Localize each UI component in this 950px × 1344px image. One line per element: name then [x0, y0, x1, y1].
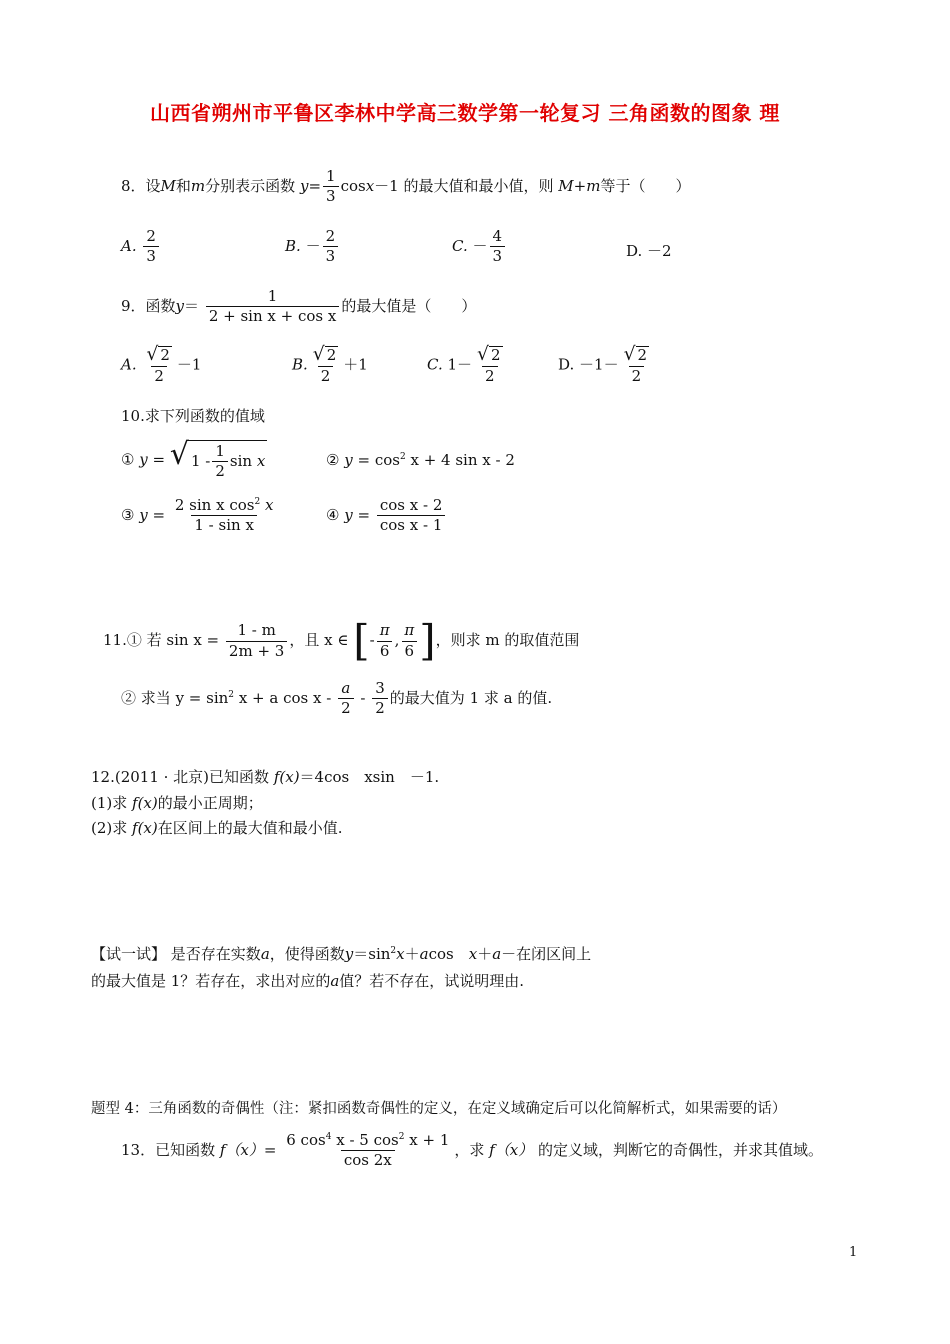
q8-and: 和 [175, 176, 191, 195]
q8-option-c-frac [490, 228, 506, 266]
q8-option-a-num: 2 [146, 227, 156, 245]
page-title: 山西省朔州市平鲁区李林中学高三数学第一轮复习 三角函数的图象 理 [150, 101, 780, 125]
q8-frac-den: 3 [323, 186, 339, 205]
q10-expr-4 [326, 497, 447, 535]
q12-line1-fx: f(x) [273, 768, 300, 786]
q13-fraction [283, 1132, 452, 1170]
q13-num-c: x + 1 [409, 1131, 450, 1149]
q9-option-d-rad: 2 [637, 346, 648, 364]
q9-option-a-rad: 2 [160, 346, 170, 364]
q8-option-b-frac [323, 228, 339, 266]
q8-option-a-frac [143, 228, 159, 266]
q9-option-c-den: 2 [482, 366, 498, 385]
q8-option-b [285, 228, 340, 266]
q8-option-c-den: 3 [490, 246, 506, 265]
q8-option-b-den: 3 [323, 246, 339, 265]
q9-option-a-den: 2 [151, 366, 167, 385]
q10-e1-frac [212, 443, 228, 481]
q10-e1-y: y [139, 450, 148, 469]
q11-part-1 [103, 616, 580, 665]
q9-y: y [175, 296, 185, 315]
q8-m: m [190, 176, 206, 195]
q13-num-sup1: 4 [325, 1132, 332, 1142]
q11-p2-frac-2 [372, 680, 388, 718]
try-a1: a [260, 945, 270, 963]
try-sup: 2 [390, 946, 397, 956]
q13-num-b: x - 5 cos [336, 1131, 399, 1149]
q9-option-d-sqrt: √ 2 [623, 344, 648, 365]
q9-option-a-label: A. [121, 355, 137, 374]
q8-option-c-label: C. [452, 236, 468, 255]
q8-eq: = [308, 176, 322, 195]
try-line1-e: cos [428, 945, 469, 963]
q12-line2-b: 的最小正周期； [157, 794, 263, 812]
q10-expr-2 [326, 451, 515, 469]
q10-e3-label: ③ [121, 505, 135, 524]
try-line1-c: ＝sin [353, 945, 391, 963]
q11-p1-a-num: π [379, 621, 390, 640]
q10-e2-b: x + 4 sin x - 2 [410, 451, 515, 469]
q12-line3-fx: f(x) [132, 819, 158, 837]
q8-option-a-den: 3 [143, 246, 159, 265]
q10-e4-frac [377, 497, 446, 535]
q12-line-2 [91, 792, 263, 813]
q9-prefix: 9．函数 [121, 296, 176, 315]
q8-y: y [299, 176, 309, 195]
q8-option-c-sign: － [472, 236, 488, 255]
q9-option-c-head: 1－ [447, 355, 473, 374]
try-line-1 [91, 943, 591, 964]
q9-option-a-sqrt: √ 2 [146, 344, 170, 365]
q11-p1-right-bracket: ] [419, 616, 436, 665]
q11-p2-end: 的最大值为 1 求 a 的值. [389, 688, 553, 707]
q11-p2-f1-num: a [341, 679, 351, 697]
q9-option-d-den: 2 [629, 366, 645, 385]
q9-option-d-head: －1－ [579, 355, 619, 374]
q10-e2-label: ② [326, 451, 340, 469]
q11-p2-f2-num: 3 [375, 679, 385, 697]
q10-expr-3 [121, 497, 278, 535]
q8-end: 等于（ ） [600, 176, 691, 195]
q10-e4-num: cos x - 2 [379, 496, 443, 514]
q12-line3-b: 在区间上的最大值和最小值. [157, 819, 343, 837]
q11-p1-in: x ∈ [324, 631, 349, 649]
q9-option-c-sqrt: √ 2 [477, 344, 501, 365]
q10-e2-a: = cos [357, 451, 400, 469]
q11-p1-b-den: 6 [402, 641, 418, 660]
q13-fx: f（x）= [219, 1140, 277, 1159]
q9-den: 2 + sin x + cos x [206, 306, 340, 325]
q9-option-d-label: D. [558, 355, 575, 374]
try-a3: a [492, 945, 502, 963]
q10-e4-label: ④ [326, 505, 340, 524]
q10-e4-den: cos x - 1 [377, 515, 446, 534]
q10-e1-label: ① [121, 450, 135, 469]
q10-title: 10.求下列函数的值域 [121, 407, 265, 425]
q8-tail: －1 的最大值和最小值，则 [374, 176, 554, 195]
q11-p1-frac [226, 622, 287, 660]
q8-option-d-label: D. [626, 242, 643, 260]
q9-option-b [292, 346, 368, 385]
q9-end: 的最大值是（ ） [341, 296, 477, 315]
q12-line-1 [91, 766, 439, 787]
q9-option-c-rad: 2 [491, 346, 501, 364]
q9-option-b-tail: ＋1 [343, 355, 368, 374]
q12-line3-a: (2)求 [91, 819, 128, 837]
q11-p2-frac-1 [338, 680, 354, 718]
q10-e3-y: y [139, 505, 148, 524]
try-x2: x [468, 945, 478, 963]
q8-x: x [365, 176, 375, 195]
q9-option-a [121, 346, 201, 385]
q9-option-d [558, 346, 654, 385]
q11-p1-end: ，则求 m 的取值范围 [435, 631, 580, 649]
question-9 [121, 288, 476, 326]
try-line1-d: ＋ [404, 945, 420, 963]
question-8 [121, 168, 690, 206]
q13-mid: ，求 [454, 1140, 485, 1159]
q11-p1-lhs: sin x = [166, 631, 220, 649]
page-number: 1 [849, 1245, 858, 1260]
q10-e3-frac [172, 497, 277, 535]
q9-num: 1 [267, 287, 278, 305]
q9-option-a-frac [143, 346, 175, 385]
q11-p2-prefix: ② 求当 [121, 688, 171, 707]
q11-p1-frac-a [377, 622, 393, 660]
try-a4: a [330, 972, 340, 990]
try-line1-a: 是否存在实数 [170, 945, 261, 963]
q8-option-b-num: 2 [325, 227, 336, 245]
q11-p2-f1-den: 2 [338, 698, 354, 717]
q10-e1-rad-head: 1 - [190, 451, 211, 470]
q12-line2-fx: f(x) [132, 794, 158, 812]
q10-e1-sqrt: √ 1 - $\frac{1}{2}$ sin x [169, 437, 266, 481]
q8-fraction [323, 168, 339, 206]
q11-p2-a: y = sin [175, 688, 229, 707]
q13-den: cos 2x [341, 1150, 395, 1169]
q8-Mm: M+m [558, 176, 601, 195]
try-line1-f: ＋ [477, 945, 493, 963]
q10-e3-num-sup: 2 [254, 497, 261, 507]
q10-e3-eq: = [152, 505, 166, 524]
q12-line1-a: 12.(2011 · 北京)已知函数 [91, 768, 270, 786]
try-y: y [344, 945, 354, 963]
q9-option-b-den: 2 [318, 366, 334, 385]
q10-e3-num-a: 2 sin x cos [174, 496, 255, 514]
question-13 [121, 1132, 823, 1170]
q11-p1-den: 2m + 3 [226, 641, 287, 660]
q10-e1-num: 1 [215, 442, 225, 460]
q9-fraction [206, 288, 340, 326]
q8-option-b-sign: － [305, 236, 321, 255]
q9-option-a-tail: －1 [176, 355, 202, 374]
try-line2-b: 值？若不存在，试说明理由. [339, 972, 525, 990]
q12-line1-b: ＝4cos xsin －1. [299, 768, 440, 786]
q8-option-c-num: 4 [492, 227, 503, 245]
q8-option-d-value: －2 [647, 242, 672, 260]
q13-num-a: 6 cos [286, 1131, 326, 1149]
q8-option-d [626, 240, 672, 261]
q11-p1-prefix: 11.① 若 [103, 631, 162, 649]
q11-p1-left-bracket: [ [353, 616, 370, 665]
q10-e4-eq: = [357, 505, 371, 524]
q9-eq: ＝ [184, 296, 200, 315]
q10-e3-den: 1 - sin x [191, 515, 257, 534]
q11-p2-f2-den: 2 [372, 698, 388, 717]
q8-mid: 分别表示函数 [205, 176, 296, 195]
q9-option-b-rad: 2 [326, 346, 337, 364]
try-line-2 [91, 970, 524, 991]
q11-p1-comma: , [394, 631, 400, 649]
q13-end: 的定义域，判断它的奇偶性，并求其值域。 [537, 1140, 823, 1159]
q10-expr-1 [121, 437, 267, 481]
q9-option-c-label: C. [427, 355, 443, 374]
q9-option-b-frac [310, 346, 342, 385]
q13-prefix: 13．已知函数 [121, 1140, 216, 1159]
q12-line2-a: (1)求 [91, 794, 128, 812]
q9-option-c-frac [474, 346, 506, 385]
q9-option-b-sqrt: √ 2 [312, 344, 337, 365]
q10-e1-eq: = [152, 450, 166, 469]
q11-p1-frac-b [401, 622, 417, 660]
q9-option-b-label: B. [292, 355, 308, 374]
q10-e3-num-b: x [264, 496, 274, 514]
q9-option-c [427, 346, 508, 385]
q8-M: M [160, 176, 176, 195]
q12-line-3 [91, 817, 343, 838]
q8-option-a-label: A. [121, 236, 137, 255]
try-x1: x [396, 945, 405, 963]
q13-num-sup2: 2 [398, 1132, 405, 1142]
q8-frac-num: 1 [326, 167, 336, 185]
q10-e1-x: x [256, 451, 266, 470]
q8-option-a [121, 228, 161, 266]
type4-heading: 题型 4：三角函数的奇偶性（注：紧扣函数奇偶性的定义，在定义域确定后可以化简解析式，如果需要的话） [91, 1101, 787, 1117]
q9-option-d-frac [621, 346, 653, 385]
q8-prefix: 8．设 [121, 176, 161, 195]
q11-p1-neg: - [369, 631, 375, 649]
q11-p1-a-den: 6 [377, 641, 393, 660]
try-line1-g: －在闭区间上 [501, 945, 592, 963]
q8-cos: cos [340, 176, 366, 195]
q10-e1-sin: sin [229, 451, 253, 470]
q11-p2-b: x + a cos x - [238, 688, 332, 707]
q11-p2-sup: 2 [228, 689, 235, 700]
q13-fx2: f（x） [489, 1140, 534, 1159]
try-label: 【试一试】 [91, 945, 167, 963]
q11-part-2 [121, 680, 552, 718]
q10-e2-sup: 2 [399, 452, 406, 462]
try-line1-b: ，使得函数 [269, 945, 345, 963]
q11-p1-b-num: π [404, 621, 415, 640]
q10-e2-y: y [344, 451, 353, 469]
q8-option-c [452, 228, 507, 266]
q11-p2-minus: - [360, 688, 366, 707]
q10-e4-y: y [344, 505, 353, 524]
q8-option-b-label: B. [285, 236, 301, 255]
q11-p1-num: 1 - m [237, 621, 276, 640]
try-line2-a: 的最大值是 1？若存在，求出对应的 [91, 972, 331, 990]
q10-e1-den: 2 [212, 461, 228, 480]
q11-p1-mid: ，且 [289, 631, 320, 649]
try-a2: a [419, 945, 429, 963]
